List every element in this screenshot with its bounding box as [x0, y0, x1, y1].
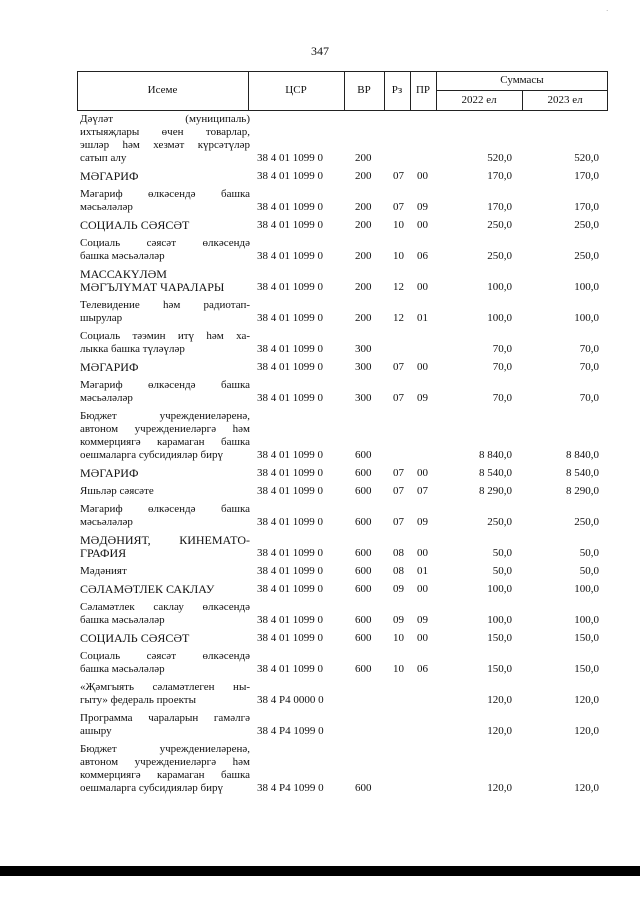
row-rz: 10 [393, 219, 404, 231]
row-name [80, 113, 250, 165]
row-csr: 38 4 01 1099 0 [257, 547, 323, 559]
row-sum-2023: 120,0 [574, 782, 599, 794]
row-name-line: мәсьәләләр [80, 201, 133, 213]
row-pr: 09 [417, 614, 428, 626]
row-name [80, 299, 250, 325]
row-name [80, 681, 250, 707]
row-csr: 38 4 P4 1099 0 [257, 725, 324, 737]
row-name-line: МӘГАРИФ [80, 360, 139, 374]
row-csr: 38 4 01 1099 0 [257, 614, 323, 626]
row-name-line: коммерциягә карамаган башка [80, 769, 250, 781]
row-sum-2022: 100,0 [487, 281, 512, 293]
table-row [0, 361, 640, 374]
row-name-line: оешмаларга субсидияләр бирү [80, 782, 223, 794]
row-sum-2023: 8 840,0 [566, 449, 599, 461]
row-sum-2023: 250,0 [574, 250, 599, 262]
row-name-line: Социаль тәэмин итү һәм ха- [80, 330, 250, 342]
row-sum-2023: 100,0 [574, 614, 599, 626]
row-csr: 38 4 01 1099 0 [257, 449, 323, 461]
row-sum-2023: 120,0 [574, 725, 599, 737]
row-csr: 38 4 01 1099 0 [257, 152, 323, 164]
scan-edge-bar [0, 866, 640, 876]
row-pr: 06 [417, 663, 428, 675]
row-csr: 38 4 01 1099 0 [257, 201, 323, 213]
row-sum-2023: 70,0 [579, 361, 599, 373]
table-row [0, 565, 640, 578]
row-name-line: мәсьәләләр [80, 392, 133, 404]
table-row [0, 534, 640, 560]
row-csr: 38 4 01 1099 0 [257, 312, 323, 324]
row-rz: 07 [393, 516, 404, 528]
row-name-line: автоном учреждениеләргә һәм [80, 423, 250, 435]
row-vr: 600 [355, 782, 372, 794]
row-rz: 12 [393, 312, 404, 324]
row-name [80, 503, 250, 529]
row-vr: 600 [355, 467, 372, 479]
row-sum-2023: 520,0 [574, 152, 599, 164]
row-name [80, 485, 250, 498]
row-sum-2022: 170,0 [487, 170, 512, 182]
row-sum-2022: 100,0 [487, 583, 512, 595]
row-csr: 38 4 P4 1099 0 [257, 782, 324, 794]
row-name-line: Социаль сәясәт өлкәсендә [80, 237, 250, 249]
row-name [80, 361, 250, 374]
row-rz: 10 [393, 663, 404, 675]
row-rz: 12 [393, 281, 404, 293]
row-pr: 07 [417, 485, 428, 497]
row-rz: 07 [393, 392, 404, 404]
row-csr: 38 4 01 1099 0 [257, 219, 323, 231]
row-rz: 07 [393, 361, 404, 373]
header-csr: ЦСР [285, 84, 307, 96]
header-2023: 2023 ел [547, 94, 583, 106]
table-row [0, 650, 640, 676]
row-name [80, 237, 250, 263]
row-name-line: ихтыяҗлары өчен товарлар, [80, 126, 250, 138]
row-sum-2023: 150,0 [574, 632, 599, 644]
row-csr: 38 4 01 1099 0 [257, 663, 323, 675]
table-row [0, 467, 640, 480]
row-sum-2022: 250,0 [487, 219, 512, 231]
row-sum-2023: 100,0 [574, 281, 599, 293]
row-name-line: автоном учреждениеләргә һәм [80, 756, 250, 768]
row-csr: 38 4 01 1099 0 [257, 361, 323, 373]
row-rz: 08 [393, 547, 404, 559]
table-row [0, 330, 640, 356]
row-name-line: МӘГАРИФ [80, 466, 139, 480]
table-row [0, 188, 640, 214]
row-rz: 09 [393, 583, 404, 595]
row-vr: 200 [355, 170, 372, 182]
row-vr: 300 [355, 343, 372, 355]
row-name [80, 268, 250, 294]
row-name [80, 219, 250, 232]
row-csr: 38 4 01 1099 0 [257, 392, 323, 404]
row-pr: 01 [417, 312, 428, 324]
row-name [80, 188, 250, 214]
header-name: Исеме [147, 84, 178, 96]
row-sum-2023: 70,0 [579, 392, 599, 404]
row-name-line: Дәүләт (муниципаль) [80, 113, 250, 125]
row-sum-2022: 170,0 [487, 201, 512, 213]
row-name [80, 565, 250, 578]
row-pr: 09 [417, 392, 428, 404]
row-name-line: сатып алу [80, 152, 127, 164]
row-csr: 38 4 01 1099 0 [257, 516, 323, 528]
row-name [80, 534, 250, 560]
row-name-line: башка мәсьәләләр [80, 663, 165, 675]
row-name-line: ашыру [80, 725, 112, 737]
row-csr: 38 4 01 1099 0 [257, 467, 323, 479]
table-row [0, 170, 640, 183]
row-pr: 00 [417, 219, 428, 231]
row-name-line: оешмаларга субсидияләр бирү [80, 449, 223, 461]
header-2022: 2022 ел [461, 94, 497, 106]
row-sum-2022: 120,0 [487, 782, 512, 794]
row-name-line: СОЦИАЛЬ СӘЯСӘТ [80, 218, 190, 232]
row-pr: 09 [417, 201, 428, 213]
row-name [80, 583, 250, 596]
row-pr: 09 [417, 516, 428, 528]
row-name-line: ГРАФИЯ [80, 546, 127, 560]
row-name-line: мәсьәләләр [80, 516, 133, 528]
row-name [80, 379, 250, 405]
header-pr: ПР [415, 84, 431, 96]
row-csr: 38 4 01 1099 0 [257, 170, 323, 182]
header-rz: Рз [391, 84, 403, 96]
row-pr: 00 [417, 632, 428, 644]
header-vr: ВР [357, 84, 371, 96]
row-sum-2022: 250,0 [487, 250, 512, 262]
table-row [0, 681, 640, 707]
row-sum-2022: 250,0 [487, 516, 512, 528]
row-name-line: МАССАКҮЛӘМ [80, 267, 167, 281]
table-row [0, 268, 640, 294]
row-name-line: Телевидение һәм радиотап- [80, 299, 250, 311]
row-csr: 38 4 01 1099 0 [257, 565, 323, 577]
row-vr: 200 [355, 312, 372, 324]
row-rz: 07 [393, 467, 404, 479]
row-pr: 01 [417, 565, 428, 577]
row-vr: 600 [355, 632, 372, 644]
table-row [0, 485, 640, 498]
table-row [0, 299, 640, 325]
row-sum-2023: 120,0 [574, 694, 599, 706]
row-vr: 200 [355, 219, 372, 231]
row-name-line: Бюджет учреждениеләренә, [80, 743, 250, 755]
row-csr: 38 4 01 1099 0 [257, 343, 323, 355]
row-pr: 00 [417, 281, 428, 293]
row-name [80, 410, 250, 462]
row-pr: 00 [417, 547, 428, 559]
row-name [80, 330, 250, 356]
row-vr: 600 [355, 449, 372, 461]
row-sum-2022: 8 840,0 [479, 449, 512, 461]
page-number: 347 [311, 44, 329, 58]
table-row [0, 583, 640, 596]
row-pr: 06 [417, 250, 428, 262]
row-vr: 200 [355, 152, 372, 164]
row-name-line: коммерциягә карамаган башка [80, 436, 250, 448]
row-sum-2022: 8 540,0 [479, 467, 512, 479]
row-name [80, 632, 250, 645]
row-sum-2023: 50,0 [579, 565, 599, 577]
row-name-line: башка мәсьәләләр [80, 614, 165, 626]
row-name-line: эшләр һәм хезмәт күрсәтүләр [80, 139, 250, 151]
row-vr: 200 [355, 201, 372, 213]
header-sums: Суммасы [500, 74, 544, 86]
row-vr: 600 [355, 516, 372, 528]
row-vr: 600 [355, 547, 372, 559]
row-csr: 38 4 01 1099 0 [257, 485, 323, 497]
row-sum-2023: 150,0 [574, 663, 599, 675]
row-vr: 600 [355, 663, 372, 675]
row-name [80, 650, 250, 676]
row-vr: 600 [355, 485, 372, 497]
row-sum-2022: 70,0 [492, 361, 512, 373]
table-row [0, 237, 640, 263]
row-sum-2022: 520,0 [487, 152, 512, 164]
row-sum-2022: 70,0 [492, 343, 512, 355]
row-vr: 300 [355, 361, 372, 373]
row-name-line: лыкка башка түләүләр [80, 343, 185, 355]
row-name-line: Сәламәтлек саклау өлкәсендә [80, 601, 250, 613]
row-rz: 09 [393, 614, 404, 626]
row-csr: 38 4 01 1099 0 [257, 250, 323, 262]
row-sum-2022: 70,0 [492, 392, 512, 404]
row-vr: 600 [355, 614, 372, 626]
row-name [80, 712, 250, 738]
row-sum-2022: 120,0 [487, 694, 512, 706]
row-name [80, 601, 250, 627]
table-row [0, 632, 640, 645]
row-name-line: «Җәмгыять сәламәтлеген ны- [80, 681, 250, 693]
row-pr: 00 [417, 170, 428, 182]
row-name-line: Мәдәният [80, 565, 127, 577]
table-row [0, 712, 640, 738]
row-sum-2022: 50,0 [492, 565, 512, 577]
table-row [0, 503, 640, 529]
row-sum-2023: 170,0 [574, 201, 599, 213]
table-row [0, 379, 640, 405]
row-csr: 38 4 01 1099 0 [257, 632, 323, 644]
row-vr: 300 [355, 392, 372, 404]
row-sum-2023: 100,0 [574, 312, 599, 324]
row-sum-2023: 250,0 [574, 516, 599, 528]
row-csr: 38 4 01 1099 0 [257, 281, 323, 293]
row-name [80, 170, 250, 183]
row-pr: 00 [417, 361, 428, 373]
row-rz: 07 [393, 170, 404, 182]
row-name [80, 743, 250, 795]
row-vr: 600 [355, 565, 372, 577]
table-row [0, 410, 640, 462]
row-name-line: Яшьләр сәясәте [80, 485, 154, 497]
row-rz: 07 [393, 201, 404, 213]
row-sum-2022: 50,0 [492, 547, 512, 559]
row-pr: 00 [417, 467, 428, 479]
row-sum-2022: 150,0 [487, 663, 512, 675]
row-name-line: шырулар [80, 312, 123, 324]
row-vr: 600 [355, 583, 372, 595]
row-name-line: гыту» федераль проекты [80, 694, 196, 706]
row-name-line: Мәгариф өлкәсендә башка [80, 188, 250, 200]
table-row [0, 601, 640, 627]
row-name-line: МӘГЪЛҮМАТ ЧАРАЛАРЫ [80, 280, 225, 294]
row-csr: 38 4 01 1099 0 [257, 583, 323, 595]
row-name-line: СӘЛАМӘТЛЕК САКЛАУ [80, 582, 215, 596]
row-sum-2022: 100,0 [487, 312, 512, 324]
row-sum-2022: 120,0 [487, 725, 512, 737]
row-sum-2022: 100,0 [487, 614, 512, 626]
row-sum-2023: 70,0 [579, 343, 599, 355]
row-sum-2023: 50,0 [579, 547, 599, 559]
row-name-line: Программа чараларын гамәлгә [80, 712, 250, 724]
row-sum-2023: 8 290,0 [566, 485, 599, 497]
table-row [0, 113, 640, 165]
row-vr: 200 [355, 281, 372, 293]
row-rz: 10 [393, 632, 404, 644]
row-name-line: Бюджет учреждениеләренә, [80, 410, 250, 422]
row-sum-2022: 150,0 [487, 632, 512, 644]
row-sum-2023: 8 540,0 [566, 467, 599, 479]
row-csr: 38 4 P4 0000 0 [257, 694, 324, 706]
row-name-line: МӘГАРИФ [80, 169, 139, 183]
row-name-line: СОЦИАЛЬ СӘЯСӘТ [80, 631, 190, 645]
row-sum-2023: 100,0 [574, 583, 599, 595]
row-rz: 07 [393, 485, 404, 497]
row-name-line: Мәгариф өлкәсендә башка [80, 503, 250, 515]
table-row [0, 743, 640, 795]
row-pr: 00 [417, 583, 428, 595]
row-name-line: МӘДӘНИЯТ, КИНЕМАТО- [80, 533, 250, 547]
table-row [0, 219, 640, 232]
row-name-line: Социаль сәясәт өлкәсендә [80, 650, 250, 662]
row-name [80, 467, 250, 480]
row-rz: 10 [393, 250, 404, 262]
row-rz: 08 [393, 565, 404, 577]
row-sum-2022: 8 290,0 [479, 485, 512, 497]
row-vr: 200 [355, 250, 372, 262]
row-name-line: Мәгариф өлкәсендә башка [80, 379, 250, 391]
row-sum-2023: 170,0 [574, 170, 599, 182]
row-name-line: башка мәсьәләләр [80, 250, 165, 262]
row-sum-2023: 250,0 [574, 219, 599, 231]
corner-mark: · [606, 7, 609, 15]
